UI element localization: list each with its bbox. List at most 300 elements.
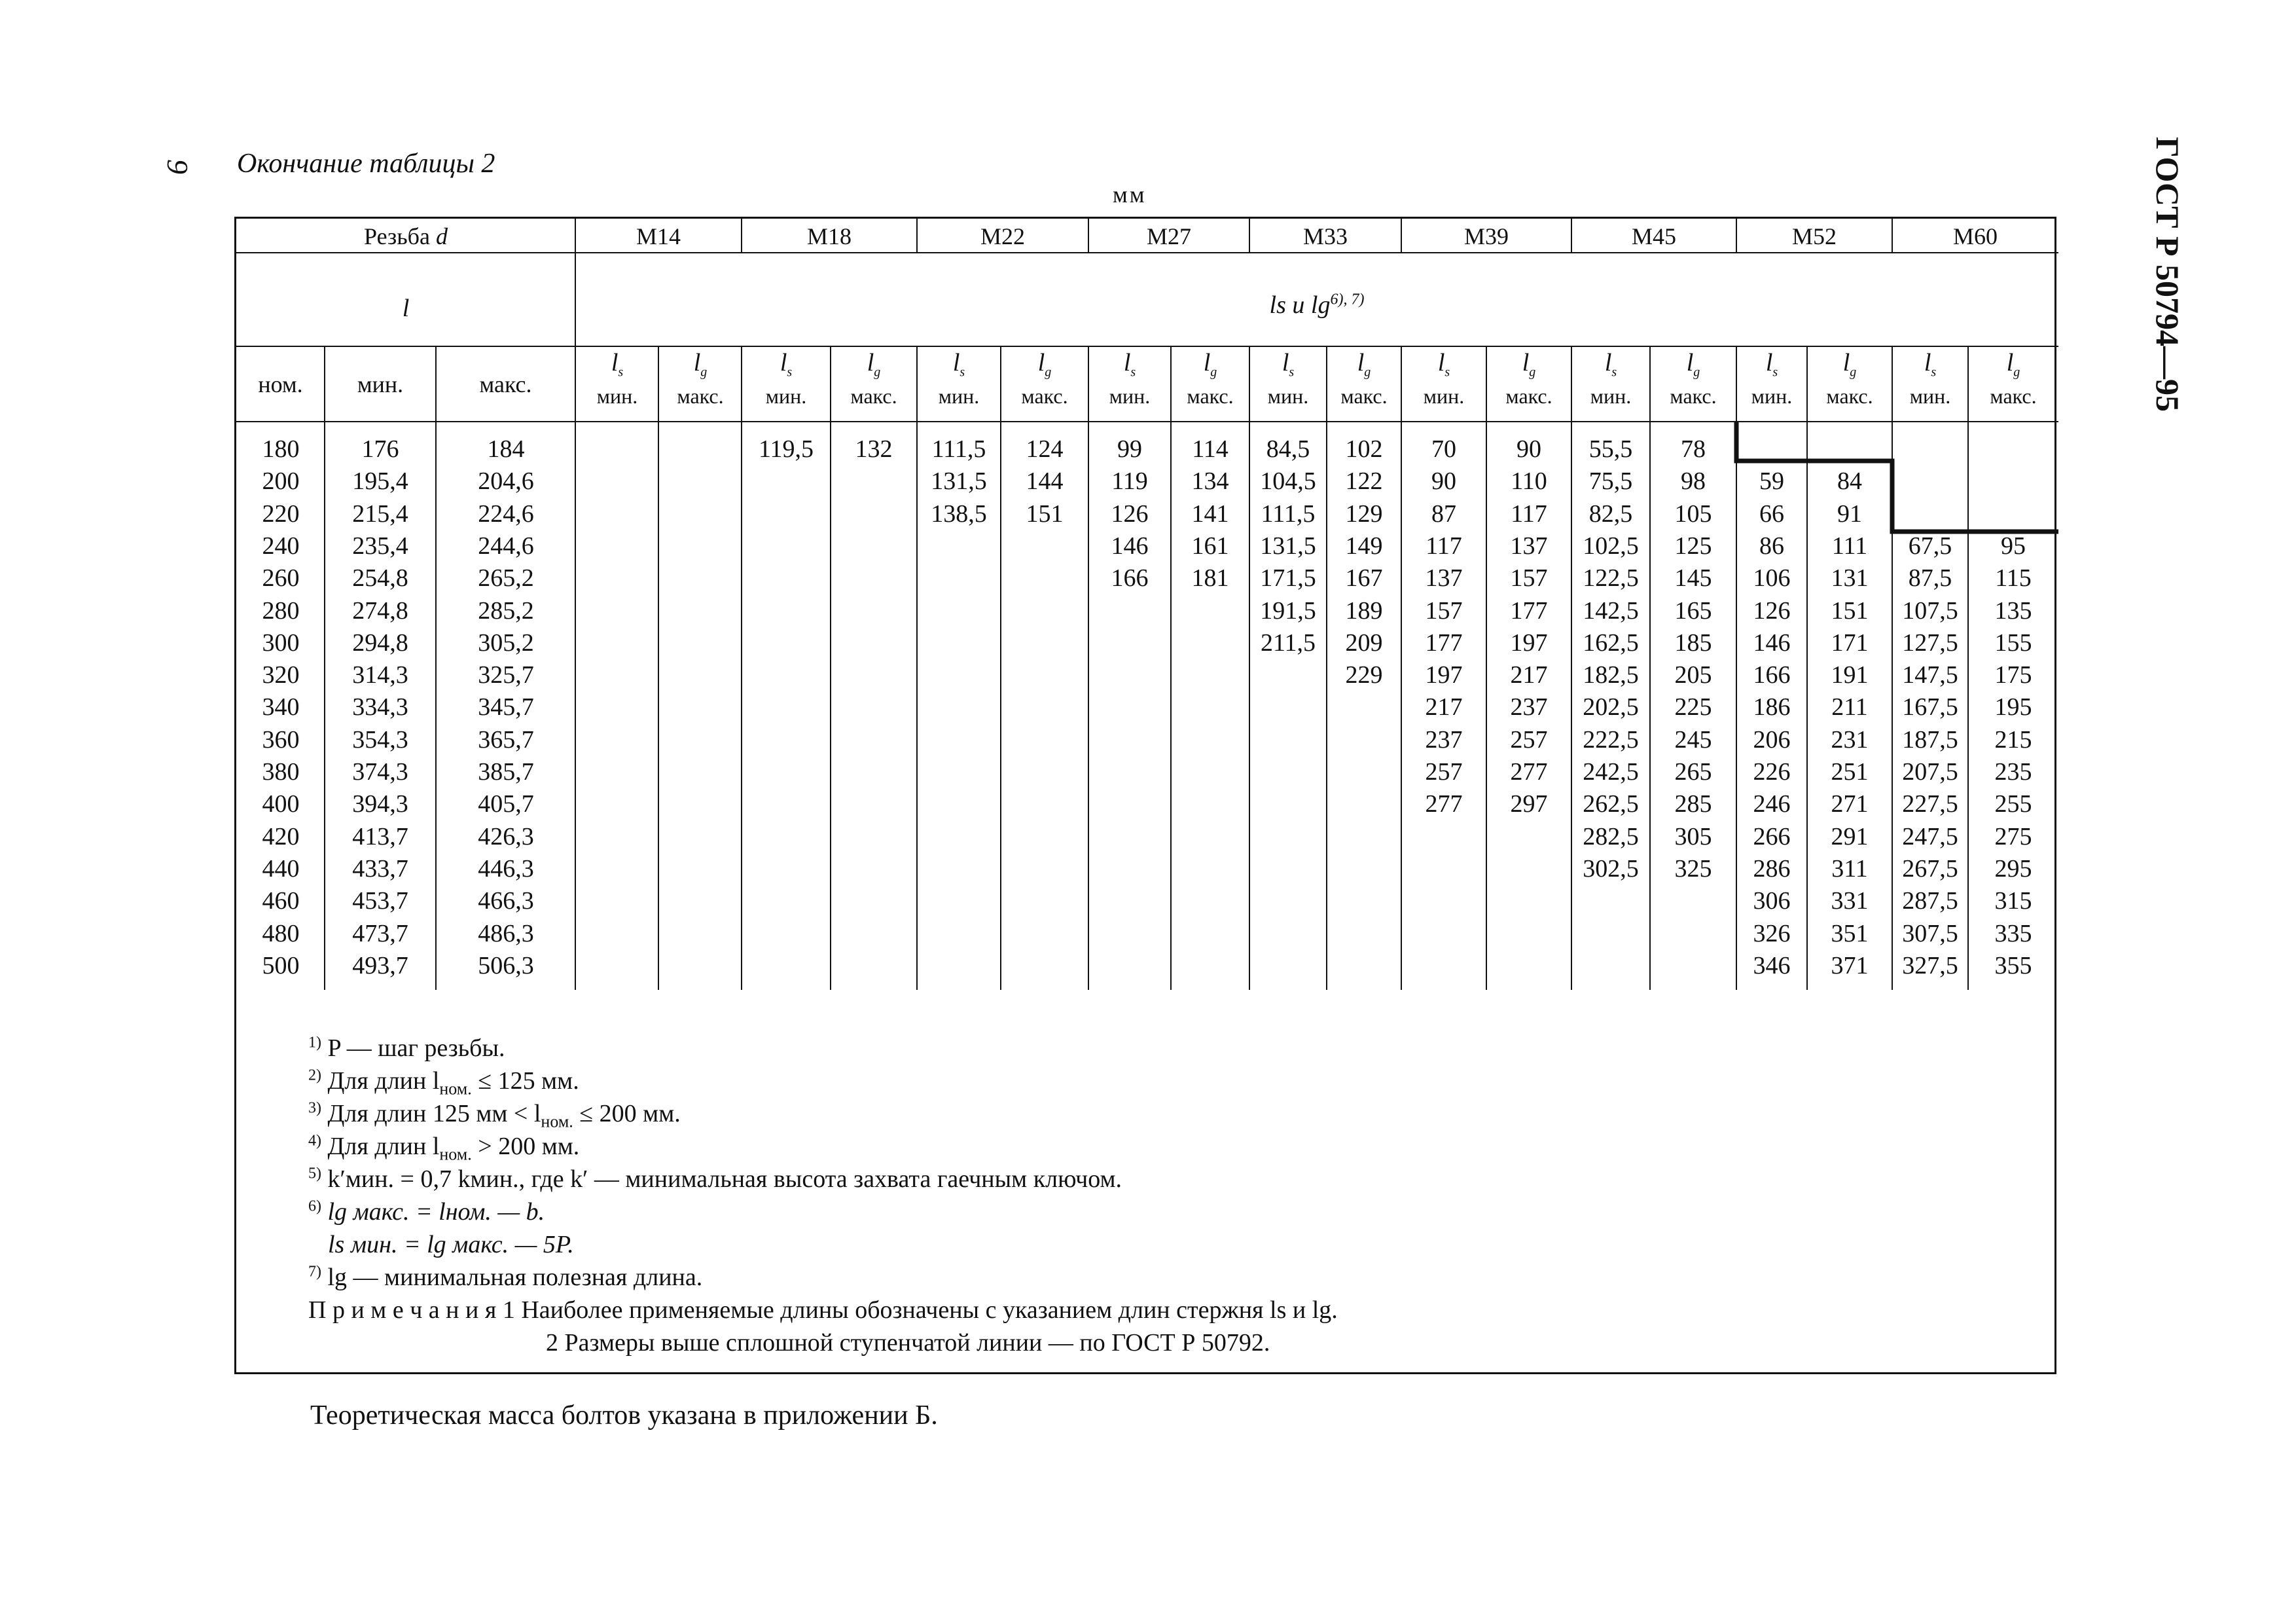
thread-m14: М14: [636, 223, 681, 249]
table-cell: 177: [1425, 629, 1463, 657]
thread-header: [236, 223, 575, 250]
table-cell: 325,7: [478, 661, 534, 689]
subheader-index: g: [1529, 365, 1536, 380]
subheader-minmax: мин.: [938, 384, 980, 408]
subheader-minmax: мин.: [1909, 384, 1951, 408]
lg-max-subheader: [1990, 349, 2037, 408]
subheader-index: s: [1289, 365, 1295, 380]
table-cell: 135: [1994, 596, 2032, 625]
table-cell: 305,2: [478, 629, 534, 657]
footnote-5-mark: 5): [308, 1165, 321, 1182]
table-cell: 134: [1191, 467, 1229, 496]
table-cell: 282,5: [1583, 822, 1639, 850]
footnote-6-text-a: lg макс. = lном. — b.: [327, 1198, 545, 1226]
table-cell: 70: [1431, 435, 1456, 463]
footnote-7-text: lg — минимальная полезная длина.: [327, 1264, 703, 1291]
table-cell: 91: [1837, 500, 1862, 528]
table-cell: 285: [1674, 790, 1712, 818]
footnote-4-text-b: > 200 мм.: [471, 1133, 580, 1160]
table-cell: 297: [1510, 790, 1548, 818]
table-cell: 67,5: [1908, 532, 1952, 560]
table-cell: 486,3: [478, 919, 534, 947]
table-cell: 146: [1753, 629, 1791, 657]
ls-min-subheader: [1751, 349, 1793, 408]
table-cell: 242,5: [1583, 758, 1639, 786]
l-header: l: [402, 295, 410, 322]
stepped-boundary-line: [1736, 422, 2058, 532]
subheader-index: g: [1850, 365, 1857, 380]
footnote-5-text: k′мин. = 0,7 kмин., где k′ — минимальная высота захвата гаечным ключом.: [327, 1165, 1122, 1193]
table-cell: 506,3: [478, 951, 534, 979]
table-cell: 205: [1674, 661, 1712, 689]
lg-max-subheader: [677, 349, 724, 408]
table-cell: 176: [361, 435, 399, 463]
table-cell: 142,5: [1583, 596, 1639, 625]
table-cell: 222,5: [1583, 725, 1639, 754]
table-cell: 111: [1831, 532, 1868, 560]
table-cell: 426,3: [478, 822, 534, 850]
table-cell: 102,5: [1583, 532, 1639, 560]
table-cell: 217: [1425, 693, 1463, 721]
table-cell: 90: [1516, 435, 1541, 463]
table-cell: 126: [1753, 596, 1791, 625]
subheader-index: s: [787, 365, 793, 380]
table-cell: 400: [262, 790, 300, 818]
table-cell: 145: [1674, 564, 1712, 593]
thread-label: Резьба: [364, 223, 430, 249]
table-cell: 224,6: [478, 500, 534, 528]
table-cell: 191: [1831, 661, 1869, 689]
table-cell: 493,7: [352, 951, 408, 979]
footnote-2: [308, 1067, 579, 1099]
table-cell: 211: [1831, 693, 1868, 721]
table-cell: 75,5: [1588, 467, 1633, 496]
subheader-minmax: мин.: [1590, 384, 1632, 408]
table-cell: 277: [1425, 790, 1463, 818]
thread-m27: М27: [1146, 223, 1191, 249]
footnote-2-text-a: Для длин l: [327, 1067, 440, 1095]
table-cell: 446,3: [478, 854, 534, 883]
table-cell: 314,3: [352, 661, 408, 689]
table-cell: 141: [1191, 500, 1229, 528]
table-cell: 265,2: [478, 564, 534, 593]
table-cell: 95: [2001, 532, 2026, 560]
table-cell: 226: [1753, 758, 1791, 786]
ls-min-subheader: [1909, 349, 1951, 408]
table-cell: 98: [1681, 467, 1706, 496]
table-cell: 186: [1753, 693, 1791, 721]
footnote-7: [308, 1263, 702, 1292]
table-cell: 274,8: [352, 596, 408, 625]
table-cell: 220: [262, 500, 300, 528]
table-cell: 184: [487, 435, 525, 463]
thread-m22: М22: [980, 223, 1025, 249]
table-cell: 500: [262, 951, 300, 979]
table-cell: 167,5: [1902, 693, 1958, 721]
ls-min-subheader: [1109, 349, 1151, 408]
thread-var: d: [435, 223, 448, 249]
table-cell: 182,5: [1583, 661, 1639, 689]
table-cell: 131,5: [1260, 532, 1316, 560]
subheader-index: s: [1931, 365, 1937, 380]
table-cell: 181: [1191, 564, 1229, 593]
table-cell: 306: [1753, 887, 1791, 915]
ls-min-subheader: [596, 349, 638, 408]
subheader-index: g: [1693, 365, 1700, 380]
nom-header: ном.: [258, 371, 303, 397]
max-header: макс.: [479, 371, 532, 397]
subheader-symbol: l: [952, 349, 960, 376]
table-cell: 84,5: [1266, 435, 1310, 463]
table-cell: 320: [262, 661, 300, 689]
table-cell: 394,3: [352, 790, 408, 818]
table-cell: 287,5: [1902, 887, 1958, 915]
table-cell: 115: [1995, 564, 2032, 593]
table-cell: 235: [1994, 758, 2032, 786]
table-cell: 177: [1510, 596, 1548, 625]
table-cell: 206: [1753, 725, 1791, 754]
table-cell: 78: [1681, 435, 1706, 463]
table-cell: 266: [1753, 822, 1791, 850]
subheader-minmax: мин.: [765, 384, 807, 408]
table-cell: 207,5: [1902, 758, 1958, 786]
subheader-minmax: макс.: [1826, 384, 1873, 408]
table-cell: 466,3: [478, 887, 534, 915]
subheader-index: s: [1130, 365, 1136, 380]
table-cell: 380: [262, 758, 300, 786]
subheader-symbol: l: [1604, 349, 1612, 376]
table-cell: 167: [1345, 564, 1383, 593]
table-cell: 104,5: [1260, 467, 1316, 496]
subheader-symbol: l: [1924, 349, 1931, 376]
table-cell: 335: [1994, 919, 2032, 947]
table-cell: 385,7: [478, 758, 534, 786]
subheader-symbol: l: [1282, 349, 1289, 376]
subheader-minmax: макс.: [1340, 384, 1388, 408]
table-cell: 327,5: [1902, 951, 1958, 979]
subheader-symbol: l: [1357, 349, 1365, 376]
table-cell: 127,5: [1902, 629, 1958, 657]
subheader-minmax: макс.: [1670, 384, 1717, 408]
subheader-symbol: l: [1203, 349, 1211, 376]
lsg-header: [575, 291, 2058, 319]
table-cell: 453,7: [352, 887, 408, 915]
subheader-symbol: l: [2006, 349, 2014, 376]
table-cell: 125: [1674, 532, 1712, 560]
footnote-4-text-a: Для длин l: [327, 1133, 440, 1160]
table-caption: Окончание таблицы 2: [237, 149, 495, 179]
table-cell: 146: [1111, 532, 1149, 560]
table-cell: 433,7: [352, 854, 408, 883]
lg-max-subheader: [1187, 349, 1234, 408]
subheader-symbol: l: [780, 349, 787, 376]
subheader-index: s: [1444, 365, 1450, 380]
table-cell: 122: [1345, 467, 1383, 496]
table-cell: 267,5: [1902, 854, 1958, 883]
subheader-minmax: макс.: [1187, 384, 1234, 408]
subheader-symbol: l: [611, 349, 619, 376]
min-header: мин.: [357, 371, 404, 397]
footnote-2-text-b: ≤ 125 мм.: [471, 1067, 579, 1095]
footnote-6: [308, 1197, 545, 1226]
table-cell: 257: [1510, 725, 1548, 754]
table-cell: 473,7: [352, 919, 408, 947]
table-cell: 195,4: [352, 467, 408, 496]
subheader-index: g: [700, 365, 708, 380]
subheader-index: g: [1364, 365, 1371, 380]
dimensions-table: [234, 217, 2056, 1374]
footnote-4-mark: 4): [308, 1132, 321, 1150]
footnote-3-sub: ном.: [541, 1112, 573, 1131]
footnote-6b: ls мин. = lg макс. — 5P.: [328, 1231, 574, 1258]
table-cell: 200: [262, 467, 300, 496]
subheader-index: g: [2013, 365, 2020, 380]
subheader-minmax: макс.: [1021, 384, 1068, 408]
thread-m39: М39: [1463, 223, 1509, 249]
table-cell: 275: [1994, 822, 2032, 850]
subheader-minmax: мин.: [596, 384, 638, 408]
footnote-1-mark: 1): [308, 1034, 321, 1051]
table-cell: 245: [1674, 725, 1712, 754]
table-cell: 413,7: [352, 822, 408, 850]
table-cell: 195: [1994, 693, 2032, 721]
table-cell: 255: [1994, 790, 2032, 818]
table-cell: 90: [1431, 467, 1456, 496]
footnote-3-text-a: Для длин 125 мм < l: [327, 1100, 541, 1127]
note-1: [308, 1296, 1338, 1324]
table-cell: 371: [1831, 951, 1869, 979]
footnote-2-mark: 2): [308, 1067, 321, 1084]
table-cell: 231: [1831, 725, 1869, 754]
table-cell: 131: [1831, 564, 1869, 593]
table-cell: 225: [1674, 693, 1712, 721]
subheader-symbol: l: [1842, 349, 1850, 376]
table-cell: 114: [1192, 435, 1229, 463]
table-cell: 294,8: [352, 629, 408, 657]
table-cell: 132: [855, 435, 893, 463]
footnote-2-sub: ном.: [439, 1079, 472, 1099]
table-cell: 240: [262, 532, 300, 560]
table-cell: 315: [1994, 887, 2032, 915]
table-cell: 345,7: [478, 693, 534, 721]
table-cell: 215,4: [352, 500, 408, 528]
table-cell: 405,7: [478, 790, 534, 818]
table-cell: 302,5: [1583, 854, 1639, 883]
table-cell: 111,5: [1261, 500, 1316, 528]
table-cell: 144: [1026, 467, 1064, 496]
table-cell: 151: [1026, 500, 1064, 528]
table-cell: 166: [1753, 661, 1791, 689]
table-cell: 149: [1345, 532, 1383, 560]
table-cell: 285,2: [478, 596, 534, 625]
subheader-symbol: l: [867, 349, 874, 376]
table-cell: 227,5: [1902, 790, 1958, 818]
table-cell: 251: [1831, 758, 1869, 786]
table-cell: 165: [1674, 596, 1712, 625]
subheader-minmax: макс.: [1505, 384, 1552, 408]
subheader-minmax: макс.: [850, 384, 897, 408]
table-cell: 59: [1759, 467, 1784, 496]
table-cell: 237: [1510, 693, 1548, 721]
table-cell: 110: [1511, 467, 1547, 496]
table-cell: 217: [1510, 661, 1548, 689]
table-cell: 66: [1759, 500, 1784, 528]
table-cell: 257: [1425, 758, 1463, 786]
table-cell: 122,5: [1583, 564, 1639, 593]
subheader-index: g: [1045, 365, 1052, 380]
footnote-1-text: P — шаг резьбы.: [327, 1034, 505, 1062]
subheader-index: s: [1772, 365, 1778, 380]
table-cell: 374,3: [352, 758, 408, 786]
table-cell: 87,5: [1908, 564, 1952, 593]
table-cell: 440: [262, 854, 300, 883]
note-label: П р и м е ч а н и я: [308, 1296, 497, 1324]
subheader-minmax: макс.: [677, 384, 724, 408]
table-cell: 346: [1753, 951, 1791, 979]
subheader-symbol: l: [1765, 349, 1773, 376]
page-number: 9: [161, 159, 194, 174]
table-cell: 129: [1345, 500, 1383, 528]
table-cell: 460: [262, 887, 300, 915]
table-cell: 137: [1425, 564, 1463, 593]
table-cell: 147,5: [1902, 661, 1958, 689]
thread-m18: М18: [806, 223, 852, 249]
table-cell: 189: [1345, 596, 1383, 625]
subheader-minmax: мин.: [1423, 384, 1465, 408]
table-cell: 365,7: [478, 725, 534, 754]
table-cell: 295: [1994, 854, 2032, 883]
footnote-1: [308, 1034, 505, 1063]
standard-code: ГОСТ Р 50794—95: [2149, 136, 2187, 412]
table-cell: 180: [262, 435, 300, 463]
table-cell: 326: [1753, 919, 1791, 947]
table-cell: 235,4: [352, 532, 408, 560]
table-cell: 202,5: [1583, 693, 1639, 721]
table-cell: 265: [1674, 758, 1712, 786]
table-cell: 126: [1111, 500, 1149, 528]
table-cell: 151: [1831, 596, 1869, 625]
note-1-text: 1 Наиболее применяемые длины обозначены с указанием длин стержня ls и lg.: [502, 1296, 1338, 1324]
table-cell: 185: [1674, 629, 1712, 657]
table-cell: 175: [1994, 661, 2032, 689]
table-cell: 334,3: [352, 693, 408, 721]
table-cell: 117: [1426, 532, 1462, 560]
table-cell: 162,5: [1583, 629, 1639, 657]
footnote-5: [308, 1165, 1122, 1194]
table-cell: 171,5: [1260, 564, 1316, 593]
table-cell: 84: [1837, 467, 1862, 496]
subheader-index: g: [874, 365, 881, 380]
table-cell: 105: [1674, 500, 1712, 528]
footnote-3-text-b: ≤ 200 мм.: [573, 1100, 681, 1127]
table-cell: 229: [1345, 661, 1383, 689]
table-cell: 137: [1510, 532, 1548, 560]
thread-m33: М33: [1302, 223, 1348, 249]
table-cell: 155: [1994, 629, 2032, 657]
ls-min-subheader: [938, 349, 980, 408]
lg-max-subheader: [1505, 349, 1552, 408]
table-cell: 191,5: [1260, 596, 1316, 625]
footnote-7-mark: 7): [308, 1263, 321, 1281]
subheader-index: s: [618, 365, 624, 380]
table-cell: 244,6: [478, 532, 534, 560]
subheader-symbol: l: [1123, 349, 1131, 376]
table-cell: 138,5: [931, 500, 987, 528]
table-cell: 197: [1510, 629, 1548, 657]
table-cell: 262,5: [1583, 790, 1639, 818]
table-cell: 106: [1753, 564, 1791, 593]
thread-m45: М45: [1631, 223, 1676, 249]
table-cell: 340: [262, 693, 300, 721]
table-cell: 260: [262, 564, 300, 593]
table-cell: 331: [1831, 887, 1869, 915]
table-cell: 300: [262, 629, 300, 657]
table-cell: 286: [1753, 854, 1791, 883]
subheader-index: s: [1611, 365, 1617, 380]
thread-m60: М60: [1952, 223, 1998, 249]
table-cell: 237: [1425, 725, 1463, 754]
table-cell: 55,5: [1588, 435, 1633, 463]
table-cell: 107,5: [1902, 596, 1958, 625]
table-cell: 246: [1753, 790, 1791, 818]
table-cell: 166: [1111, 564, 1149, 593]
ls-min-subheader: [1423, 349, 1465, 408]
table-cell: 119,5: [758, 435, 814, 463]
ls-min-subheader: [1590, 349, 1632, 408]
subheader-symbol: l: [1686, 349, 1694, 376]
table-cell: 325: [1674, 854, 1712, 883]
thread-m52: М52: [1791, 223, 1837, 249]
table-cell: 82,5: [1588, 500, 1633, 528]
subheader-symbol: l: [693, 349, 701, 376]
ls-min-subheader: [1267, 349, 1309, 408]
lsg-sup: 6), 7): [1330, 291, 1365, 308]
subheader-index: s: [960, 365, 965, 380]
table-cell: 355: [1994, 951, 2032, 979]
footer-text: Теоретическая масса болтов указана в приложении Б.: [310, 1400, 938, 1431]
units-label: мм: [1113, 181, 1147, 208]
lg-max-subheader: [1670, 349, 1717, 408]
table-cell: 351: [1831, 919, 1869, 947]
lg-max-subheader: [1021, 349, 1068, 408]
subheader-symbol: l: [1437, 349, 1445, 376]
table-cell: 111,5: [931, 435, 986, 463]
table-cell: 271: [1831, 790, 1869, 818]
footnote-3-mark: 3): [308, 1099, 321, 1117]
footnote-4: [308, 1132, 579, 1165]
ls-min-subheader: [765, 349, 807, 408]
lg-max-subheader: [1340, 349, 1388, 408]
table-cell: 99: [1117, 435, 1142, 463]
note-2: 2 Размеры выше сплошной ступенчатой линии — по ГОСТ Р 50792.: [546, 1329, 1270, 1357]
table-cell: 171: [1831, 629, 1869, 657]
table-cell: 360: [262, 725, 300, 754]
table-cell: 119: [1111, 467, 1148, 496]
table-cell: 307,5: [1902, 919, 1958, 947]
table-cell: 420: [262, 822, 300, 850]
table-cell: 87: [1431, 500, 1456, 528]
table-cell: 211,5: [1260, 629, 1316, 657]
table-cell: 157: [1425, 596, 1463, 625]
table-cell: 280: [262, 596, 300, 625]
subheader-minmax: мин.: [1109, 384, 1151, 408]
subheader-symbol: l: [1522, 349, 1530, 376]
lsg-label: ls и lg: [1269, 291, 1331, 319]
table-cell: 197: [1425, 661, 1463, 689]
table-cell: 187,5: [1902, 725, 1958, 754]
table-cell: 291: [1831, 822, 1869, 850]
table-cell: 86: [1759, 532, 1784, 560]
